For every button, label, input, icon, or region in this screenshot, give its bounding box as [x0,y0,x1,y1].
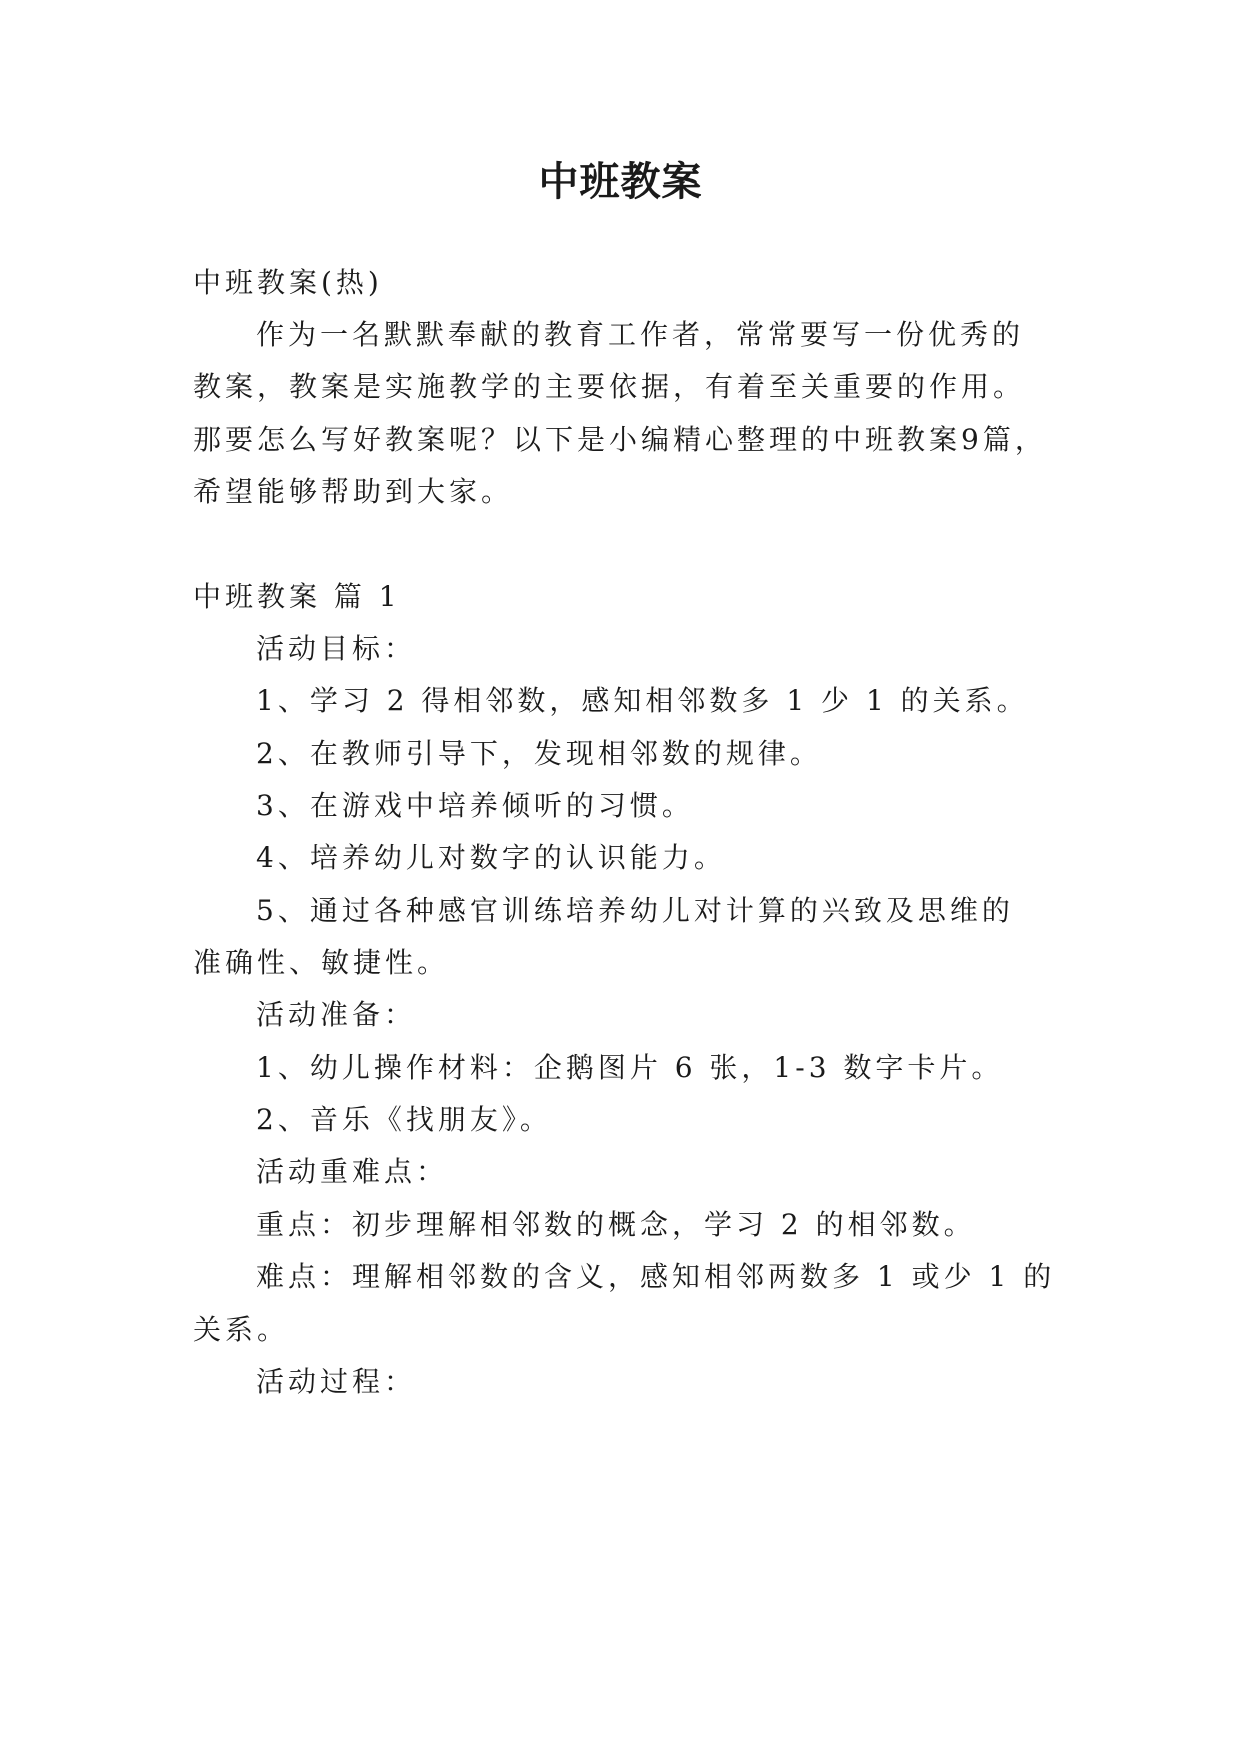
body-line: 2、音乐《找朋友》。 [256,1103,552,1136]
intro-line: 希望能够帮助到大家。 [193,475,514,508]
body-line: 关系。 [193,1313,290,1346]
body-line: 准确性、敏捷性。 [193,946,450,979]
body-line: 活动重难点： [256,1155,449,1188]
intro-line: 那要怎么写好教案呢？以下是小编精心整理的中班教案9篇， [193,423,1047,456]
body-line: 3、在游戏中培养倾听的习惯。 [256,789,694,822]
document-title: 中班教案 [538,158,703,205]
body-line: 2、在教师引导下，发现相邻数的规律。 [256,737,822,770]
section-heading: 中班教案 篇 1 [193,580,401,613]
document-subtitle: 中班教案(热) [193,266,383,299]
body-line: 1、幼儿操作材料：企鹅图片 6 张，1-3 数字卡片。 [256,1051,1004,1084]
body-line: 5、通过各种感官训练培养幼儿对计算的兴致及思维的 [256,894,1014,927]
body-line: 4、培养幼儿对数字的认识能力。 [256,841,726,874]
body-line: 重点：初步理解相邻数的概念，学习 2 的相邻数。 [256,1208,976,1241]
body-line: 活动过程： [256,1365,417,1398]
body-line: 活动目标： [256,632,417,665]
body-line: 活动准备： [256,998,417,1031]
body-line: 难点：理解相邻数的含义，感知相邻两数多 1 或少 1 的 [256,1260,1056,1293]
body-line: 1、学习 2 得相邻数，感知相邻数多 1 少 1 的关系。 [256,684,1029,717]
intro-line: 作为一名默默奉献的教育工作者，常常要写一份优秀的 [256,318,1025,351]
intro-line: 教案，教案是实施教学的主要依据，有着至关重要的作用。 [193,370,1026,403]
